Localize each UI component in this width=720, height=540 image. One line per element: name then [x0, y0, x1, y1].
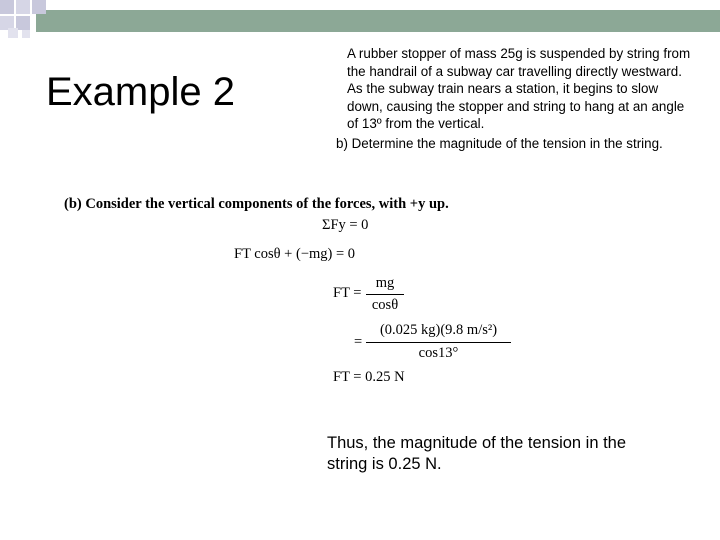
fraction-denominator: cosθ	[371, 297, 399, 313]
fraction-bar	[366, 342, 511, 343]
equation-equals: =	[354, 334, 363, 350]
problem-statement: A rubber stopper of mass 25g is suspended by string from the handrail of a subway car travelling directly westward. As the subway train nears a station, it begins to slow down, causing the stopper and string to hang at an angle of 13º from the vertical.	[347, 46, 691, 131]
equation-ft-lhs: FT =	[333, 285, 362, 301]
equation-result: FT = 0.25 N	[333, 369, 405, 385]
fraction-denominator: cos13°	[418, 345, 459, 361]
slide-title: Example 2	[46, 70, 235, 114]
fraction-numerator: (0.025 kg)(9.8 m/s²)	[379, 322, 498, 338]
equation-vertical-components: FT cosθ + (−mg) = 0	[234, 246, 356, 262]
question-b: b) Determine the magnitude of the tension in the string.	[336, 136, 663, 151]
equation-sum-fy: ΣFy = 0	[322, 217, 369, 233]
solution-lead: (b) Consider the vertical components of the forces, with +y up.	[64, 196, 449, 212]
fraction-numerator: mg	[375, 275, 395, 291]
fraction-bar	[366, 294, 404, 295]
conclusion-text: Thus, the magnitude of the tension in the string is 0.25 N.	[327, 434, 627, 473]
